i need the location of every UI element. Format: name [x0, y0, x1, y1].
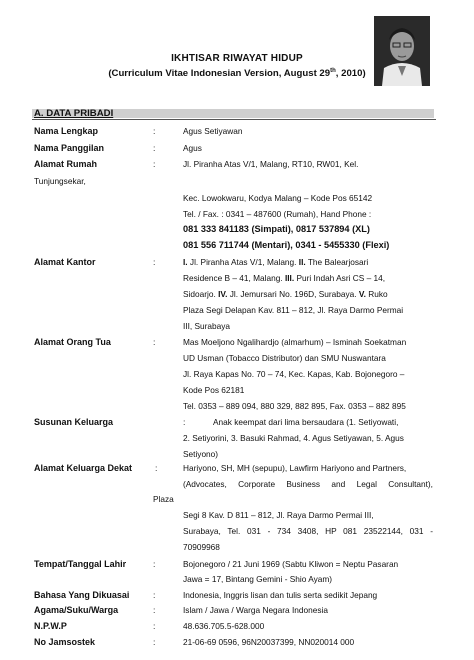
- colon: :: [183, 417, 186, 427]
- value-nama-lengkap: Agus Setiyawan: [183, 126, 243, 136]
- value-nama-panggilan: Agus: [183, 143, 202, 153]
- label-nama-lengkap: Nama Lengkap: [34, 126, 99, 136]
- colon: :: [153, 257, 156, 267]
- colon: :: [153, 143, 156, 153]
- value-susunan-keluarga-1: Anak keempat dari lima bersaudara (1. Setiyowati,: [213, 417, 399, 427]
- label-jamsostek: No Jamsostek: [34, 637, 96, 647]
- value-keluarga-dekat-2: (Advocates, Corporate Business and Legal Consultant),: [183, 479, 433, 489]
- value-npwp: 48.636.705.5-628.000: [183, 621, 265, 631]
- label-alamat-kantor: Alamat Kantor: [34, 257, 96, 267]
- value-alamat-orang-tua-1: Mas Moeljono Ngalihardjo (almarhum) – Isminah Soekatman: [183, 337, 407, 347]
- section-divider: [32, 119, 436, 120]
- value-alamat-kantor-1: I. Jl. Piranha Atas V/1, Malang. II. The Balearjosari: [183, 257, 369, 267]
- label-alamat-orang-tua: Alamat Orang Tua: [34, 337, 111, 347]
- value-alamat-orang-tua-4: Kode Pos 62181: [183, 385, 245, 395]
- value-alamat-rumah-3: Tel. / Fax. : 0341 – 487600 (Rumah), Hand Phone :: [183, 209, 372, 219]
- value-alamat-rumah-1: Jl. Piranha Atas V/1, Malang, RT10, RW01, Kel.: [183, 159, 359, 169]
- label-alamat-rumah: Alamat Rumah: [34, 159, 98, 169]
- value-alamat-orang-tua-5: Tel. 0353 – 889 094, 880 329, 882 895, Fax. 0353 – 882 895: [183, 401, 406, 411]
- document-title: IKHTISAR RIWAYAT HIDUP: [171, 53, 303, 64]
- value-alamat-orang-tua-2: UD Usman (Tobacco Distributor) dan SMU Nuswantara: [183, 353, 386, 363]
- colon: :: [155, 463, 158, 473]
- label-bahasa: Bahasa Yang Dikuasai: [34, 590, 130, 600]
- colon: :: [153, 605, 156, 615]
- value-alamat-kantor-2: Residence B – 41, Malang. III. Puri Indah Asri CS – 14,: [183, 273, 386, 283]
- label-npwp: N.P.W.P: [34, 621, 67, 631]
- colon: :: [153, 637, 156, 647]
- label-tempat-tanggal-lahir: Tempat/Tanggal Lahir: [34, 559, 127, 569]
- document-subtitle: (Curriculum Vitae Indonesian Version, August 29th, 2010): [108, 68, 366, 79]
- label-agama: Agama/Suku/Warga: [34, 605, 119, 615]
- colon: :: [153, 590, 156, 600]
- value-keluarga-dekat-5: 70909968: [183, 542, 220, 552]
- value-alamat-kantor-3: Sidoarjo. IV. Jl. Jemursari No. 196D, Surabaya. V. Ruko: [183, 289, 388, 299]
- value-bahasa: Indonesia, Inggris lisan dan tulis serta sedikit Jepang: [183, 590, 378, 600]
- value-alamat-rumah-4: 081 333 841183 (Simpati), 0817 537894 (XL): [183, 224, 370, 234]
- label-alamat-keluarga-dekat: Alamat Keluarga Dekat: [34, 463, 133, 473]
- value-ttl-1: Bojonegoro / 21 Juni 1969 (Sabtu Kliwon = Neptu Pasaran: [183, 559, 399, 569]
- value-alamat-rumah-2: Kec. Lowokwaru, Kodya Malang – Kode Pos 65142: [183, 193, 373, 203]
- value-keluarga-dekat-4: Surabaya, Tel. 031 - 734 3408, HP 081 23522144, 031 -: [183, 526, 433, 536]
- value-alamat-rumah-5: 081 556 711744 (Mentari), 0341 - 5455330 (Flexi): [183, 240, 390, 250]
- value-agama: Islam / Jawa / Warga Negara Indonesia: [183, 605, 328, 615]
- value-alamat-orang-tua-3: Jl. Raya Kapas No. 70 – 74, Kec. Kapas, Kab. Bojonegoro –: [183, 369, 405, 379]
- value-keluarga-dekat-2b: Plaza: [153, 494, 174, 504]
- colon: :: [153, 159, 156, 169]
- value-jamsostek: 21-06-69 0596, 96N20037399, NN020014 000: [183, 637, 355, 647]
- colon: :: [153, 337, 156, 347]
- value-ttl-2: Jawa = 17, Bintang Gemini - Shio Ayam): [183, 574, 333, 584]
- colon: :: [153, 559, 156, 569]
- value-alamat-rumah-1b: Tunjungsekar,: [34, 176, 86, 186]
- value-susunan-keluarga-3: Setiyono): [183, 449, 219, 459]
- section-title: A. DATA PRIBADI: [34, 108, 114, 119]
- value-keluarga-dekat-1: Hariyono, SH, MH (sepupu), Lawfirm Hariyono and Partners,: [183, 463, 407, 473]
- value-keluarga-dekat-3: Segi 8 Kav. D 811 – 812, Jl. Raya Darmo Permai III,: [183, 510, 374, 520]
- label-susunan-keluarga: Susunan Keluarga: [34, 417, 114, 427]
- colon: :: [153, 621, 156, 631]
- label-nama-panggilan: Nama Panggilan: [34, 143, 105, 153]
- value-alamat-kantor-5: III, Surabaya: [183, 321, 231, 331]
- colon: :: [153, 126, 156, 136]
- value-susunan-keluarga-2: 2. Setiyorini, 3. Basuki Rahmad, 4. Agus Setiyawan, 5. Agus: [183, 433, 404, 443]
- value-alamat-kantor-4: Plaza Segi Delapan Kav. 811 – 812, Jl. Raya Darmo Permai: [183, 305, 404, 315]
